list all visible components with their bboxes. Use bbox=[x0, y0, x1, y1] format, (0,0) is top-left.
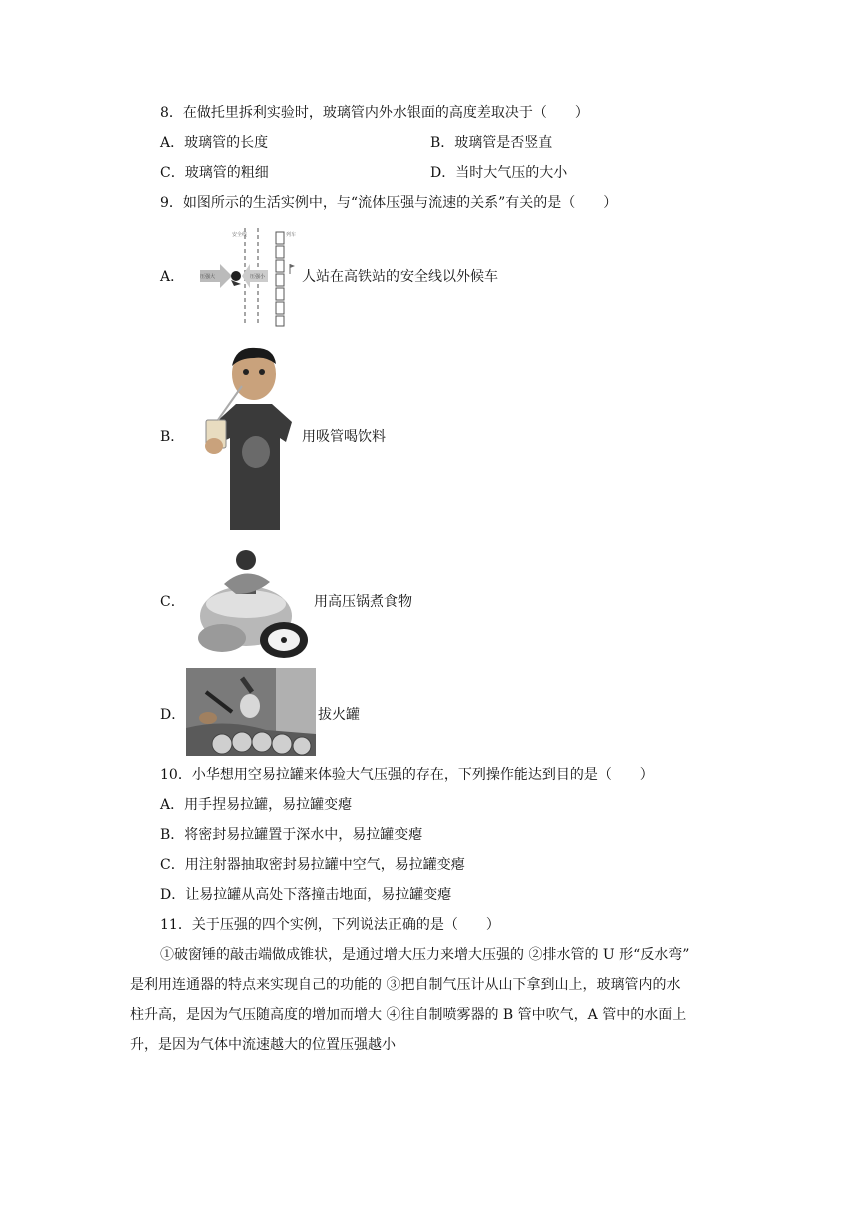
q8-option-a: A．玻璃管的长度 bbox=[160, 135, 269, 151]
q8-option-c: C．玻璃管的粗细 bbox=[160, 165, 269, 181]
q9-option-c-text: 用高压锅煮食物 bbox=[314, 594, 412, 610]
q10-option-b: B．将密封易拉罐置于深水中，易拉罐变瘪 bbox=[160, 827, 423, 843]
q8-stem: 8．在做托里拆利实验时，玻璃管内外水银面的高度差取决于（ ） bbox=[160, 105, 589, 121]
q9-option-d-text: 拔火罐 bbox=[318, 707, 360, 723]
q9-option-b-text: 用吸管喝饮料 bbox=[302, 429, 386, 445]
q11-body-line-1: ①破窗锤的敲击端做成锥状，是通过增大压力来增大压强的 ②排水管的 U 形“反水弯” bbox=[160, 947, 690, 963]
q9-option-d-letter: D． bbox=[160, 707, 186, 723]
pressure-cooker-photo bbox=[196, 544, 310, 658]
platform-diagram-figure bbox=[198, 226, 298, 328]
q11-body-line-2: 是利用连通器的特点来实现自己的功能的 ③把自制气压计从山下拿到山上，玻璃管内的水 bbox=[130, 977, 681, 993]
q8-option-b: B．玻璃管是否竖直 bbox=[430, 135, 553, 151]
q11-body-line-3: 柱升高，是因为气压随高度的增加而增大 ④往自制喷雾器的 B 管中吹气，A 管中的水面上 bbox=[130, 1007, 687, 1023]
safety-line-label: 安全线 bbox=[232, 232, 248, 238]
q9-option-c-letter: C． bbox=[160, 594, 185, 610]
q10-stem: 10．小华想用空易拉罐来体验大气压强的存在，下列操作能达到目的是（ ） bbox=[160, 767, 654, 783]
boy-drinking-straw-photo bbox=[196, 342, 296, 530]
cupping-therapy-photo bbox=[186, 668, 316, 756]
q11-body-line-4: 升，是因为气体中流速越大的位置压强越小 bbox=[130, 1037, 396, 1053]
high-pressure-label: 压强大 bbox=[200, 274, 216, 280]
train-label: 列车 bbox=[286, 232, 297, 238]
low-pressure-label: 压强小 bbox=[250, 274, 266, 280]
q9-option-b-letter: B． bbox=[160, 429, 185, 445]
q10-option-d: D．让易拉罐从高处下落撞击地面，易拉罐变瘪 bbox=[160, 887, 452, 903]
q9-option-a-letter: A． bbox=[160, 269, 185, 285]
q9-stem: 9．如图所示的生活实例中，与“流体压强与流速的关系”有关的是（ ） bbox=[160, 195, 618, 211]
q8-option-d: D．当时大气压的大小 bbox=[430, 165, 568, 181]
q9-option-a-text: 人站在高铁站的安全线以外候车 bbox=[302, 269, 498, 285]
q11-stem: 11．关于压强的四个实例，下列说法正确的是（ ） bbox=[160, 917, 500, 933]
q10-option-c: C．用注射器抽取密封易拉罐中空气，易拉罐变瘪 bbox=[160, 857, 465, 873]
q10-option-a: A．用手捏易拉罐，易拉罐变瘪 bbox=[160, 797, 353, 813]
